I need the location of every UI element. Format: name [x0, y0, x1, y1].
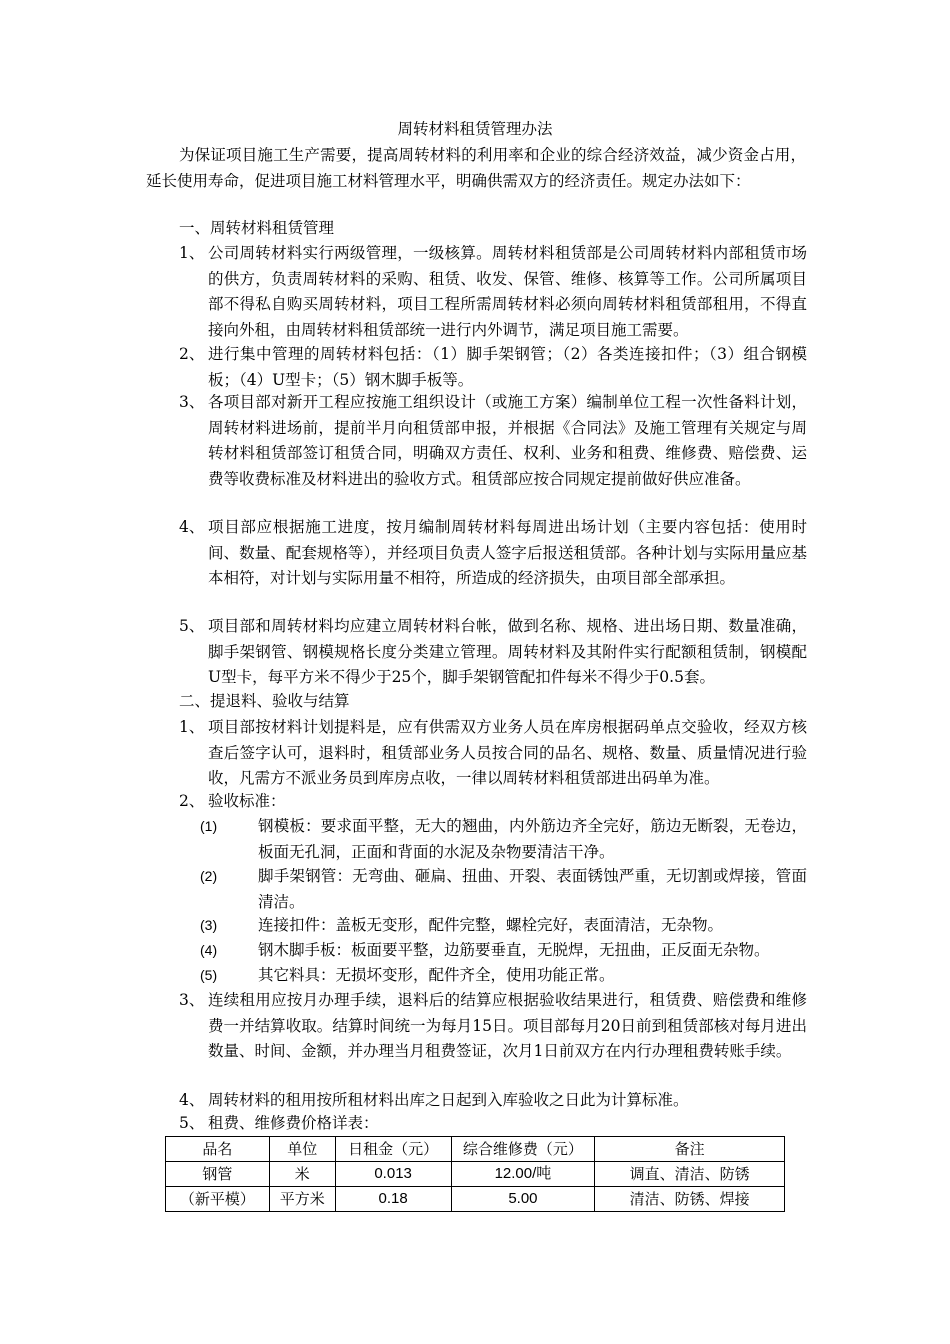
item-number: 4、: [179, 518, 205, 536]
standard-item-5: [200, 963, 807, 989]
standard-text: 钢木脚手板：板面要平整，边筋要垂直，无脱焊，无扭曲，正反面无杂物。: [258, 941, 770, 959]
section1-item-5: [179, 614, 807, 691]
document-title: 周转材料租赁管理办法: [397, 120, 553, 138]
item-text: 连续租用应按月办理手续，退料后的结算应根据验收结果进行，租赁费、赔偿费和维修费一并结算收取。结算时间统一为每月15日。项目部每月20日前到租赁部核对每月进出数量、时间、金额，并办理当月租费签证，次月1日前双方在内行办理租费转账手续。: [208, 991, 807, 1060]
item-text: 公司周转材料实行两级管理，一级核算。周转材料租赁部是公司周转材料内部租赁市场的供方，负责周转材料的采购、租赁、收发、保管、维修、核算等工作。公司所属项目部不得私自购买周转材料，项目工程所需周转材料必须向周转材料租赁部租用，不得直接向外租，由周转材料租赁部统一进行内外调节，满足项目施工需要。: [208, 244, 807, 339]
item-text: 项目部按材料计划提料是，应有供需双方业务人员在库房根据码单点交验收，经双方核查后签字认可，退料时，租赁部业务人员按合同的品名、规格、数量、质量情况进行验收，凡需方不派业务员到库房点收，一律以周转材料租赁部进出码单为准。: [208, 718, 807, 787]
item-text: 验收标准：: [208, 792, 286, 810]
item-text: 进行集中管理的周转材料包括：（1）脚手架钢管；（2）各类连接扣件；（3）组合钢模板；（4）U型卡；（5）钢木脚手板等。: [208, 345, 807, 389]
item-number: 3、: [179, 991, 205, 1009]
section2-item-2: [179, 789, 807, 815]
item-text: 项目部应根据施工进度，按月编制周转材料每周进出场计划（主要内容包括：使用时间、数量、配套规格等），并经项目负责人签字后报送租赁部。各种计划与实际用量应基本相符，对计划与实际用量不相符，所造成的经济损失，由项目部全部承担。: [208, 518, 807, 587]
table-header-row: [166, 1137, 785, 1162]
standard-number: (4): [200, 942, 218, 958]
standard-text: 钢模板：要求面平整，无大的翘曲，内外筋边齐全完好，筋边无断裂，无卷边，板面无孔洞，正面和背面的水泥及杂物要清洁干净。: [258, 817, 807, 861]
intro-paragraph: 为保证项目施工生产需要，提高周转材料的利用率和企业的综合经济效益，减少资金占用，延长使用寿命，促进项目施工材料管理水平，明确供需双方的经济责任。规定办法如下：: [146, 146, 806, 190]
header-cell-name: 品名: [166, 1137, 270, 1162]
table-row: [166, 1187, 785, 1212]
section2-item-1: [179, 715, 807, 792]
item-text: 租费、维修费价格详表：: [208, 1114, 379, 1132]
header-cell-daily-rent: 日租金（元）: [335, 1137, 451, 1162]
section2-item-4: [179, 1088, 807, 1114]
standard-text: 脚手架钢管：无弯曲、砸扁、扭曲、开裂、表面锈蚀严重，无切割或焊接，管面清洁。: [258, 867, 807, 911]
table-cell: 12.00/吨: [451, 1162, 595, 1187]
standard-number: (2): [200, 868, 218, 884]
table-cell: 米: [269, 1162, 335, 1187]
table-row: [166, 1162, 785, 1187]
item-number: 1、: [179, 244, 205, 262]
item-number: 4、: [179, 1091, 205, 1109]
item-number: 2、: [179, 792, 205, 810]
item-text: 周转材料的租用按所租材料出库之日起到入库验收之日此为计算标准。: [208, 1091, 689, 1109]
section1-item-2: [179, 342, 807, 393]
table-cell: 调直、清洁、防锈: [595, 1162, 785, 1187]
standard-text: 连接扣件：盖板无变形，配件完整，螺栓完好，表面清洁，无杂物。: [258, 916, 724, 934]
section1-item-1: [179, 241, 807, 343]
table-cell: 清洁、防锈、焊接: [595, 1187, 785, 1212]
item-number: 1、: [179, 718, 205, 736]
table-cell: 平方米: [269, 1187, 335, 1212]
section1-item-4: [179, 515, 807, 592]
standard-item-2: [200, 864, 807, 915]
section1-item-3: [179, 390, 807, 492]
item-number: 5、: [179, 617, 205, 635]
section-heading-1: 一、周转材料租赁管理: [179, 219, 335, 237]
table-cell: （新平模）: [166, 1187, 270, 1212]
section2-item-3: [179, 988, 807, 1065]
header-cell-remarks: 备注: [595, 1137, 785, 1162]
standard-item-1: [200, 814, 807, 865]
item-text: 各项目部对新开工程应按施工组织设计（或施工方案）编制单位工程一次性备料计划，周转材料进场前，提前半月向租赁部申报，并根据《合同法》及施工管理有关规定与周转材料租赁部签订租赁合同，明确双方责任、权利、业务和租费、维修费、赔偿费、运费等收费标准及材料进出的验收方式。租赁部应按合同规定提前做好供应准备。: [208, 393, 807, 488]
header-cell-unit: 单位: [269, 1137, 335, 1162]
item-number: 5、: [179, 1114, 205, 1132]
item-text: 项目部和周转材料均应建立周转材料台帐，做到名称、规格、进出场日期、数量准确，脚手架钢管、钢模规格长度分类建立管理。周转材料及其附件实行配额租赁制，钢模配U型卡，每平方米不得少于25个，脚手架钢管配扣件每米不得少于0.5套。: [208, 617, 807, 686]
standard-number: (3): [200, 917, 218, 933]
item-number: 3、: [179, 393, 205, 411]
standard-item-4: [200, 938, 807, 964]
table-cell: 0.013: [335, 1162, 451, 1187]
table-cell: 钢管: [166, 1162, 270, 1187]
rate-table: [165, 1136, 785, 1212]
standard-text: 其它料具：无损坏变形，配件齐全，使用功能正常。: [258, 966, 615, 984]
table-cell: 5.00: [451, 1187, 595, 1212]
header-cell-maintenance-fee: 综合维修费（元）: [451, 1137, 595, 1162]
table-cell: 0.18: [335, 1187, 451, 1212]
standard-item-3: [200, 913, 807, 939]
standard-number: (1): [200, 818, 218, 834]
item-number: 2、: [179, 345, 205, 363]
standard-number: (5): [200, 967, 218, 983]
section-heading-2: 二、提退料、验收与结算: [179, 692, 350, 710]
section2-item-5: [179, 1111, 807, 1137]
